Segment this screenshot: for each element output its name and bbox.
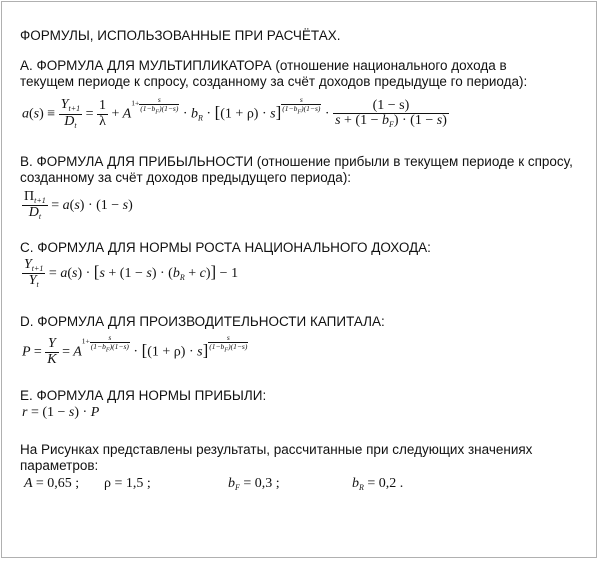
section-b-title: В. ФОРМУЛА ДЛЯ ПРИБЫЛЬНОСТИ (отношение прибыли в текущем периоде к спросу,	[20, 154, 573, 169]
formula-capital-productivity: P = $\frac{Y}{K}$ = $A^{1+}$ $\frac{s}{(1-b_F)(1-s)}$ · [(1 + ρ) · s] $\frac{s}{(1-b_F)(1-s)}$	[22, 333, 248, 367]
param-br: $b_R = 0,2$ .	[352, 476, 404, 492]
parameters-intro: На Рисунках представлены результаты, рассчитанные при следующих значениях	[20, 442, 533, 457]
section-c-title: С. ФОРМУЛА ДЛЯ НОРМЫ РОСТА НАЦИОНАЛЬНОГО ДОХОДА:	[20, 240, 431, 255]
param-bf: $b_F = 0,3$ ;	[228, 476, 280, 492]
parameters-label: параметров:	[20, 458, 99, 473]
section-e-title: Е. ФОРМУЛА ДЛЯ НОРМЫ ПРИБЫЛИ:	[20, 388, 267, 403]
formula-growth-rate: $\frac{Y_{t+1}}{Y_t}$ = $a(s) \cdot [s + (1 - s) \cdot (b_R + c)] - 1$	[24, 257, 239, 290]
param-a: A = 0,65 ;	[24, 476, 80, 491]
formula-profit-rate: r = (1 − s) · P	[22, 405, 100, 420]
page-title: ФОРМУЛЫ, ИСПОЛЬЗОВАННЫЕ ПРИ РАСЧЁТАХ.	[20, 28, 341, 43]
formula-multiplier: a(s) ≡ $\frac{Y_{t+1}}{D_t}$ = $\frac{1}{\lambda}$ + $A^{1+}$ $\frac{s}{(1-b_F)(1-s)}$ · $b_R \cdot [(1 + \rho) \cdot s]$ $\frac{s}{(1-b_F)(1-s)}$ · $\frac{(1 - s)}{s + (1 - b_F) \cdot (1 - s)}$	[22, 95, 447, 130]
param-rho: ρ = 1,5 ;	[104, 476, 151, 491]
formula-profitability: $\frac{\Pi_{t+1}}{D_t}$ = a(s) · (1 − s)	[24, 189, 133, 222]
section-a-title: А. ФОРМУЛА ДЛЯ МУЛЬТИПЛИКАТОРА (отношение национального дохода в	[20, 58, 507, 73]
section-a-subtitle: текущем периоде к спросу, созданному за счёт доходов предыдуще го периода):	[20, 74, 528, 89]
section-d-title: D. ФОРМУЛА ДЛЯ ПРОИЗВОДИТЕЛЬНОСТИ КАПИТАЛА:	[20, 314, 385, 329]
section-b-subtitle: созданному за счёт доходов предыдущего периода):	[20, 170, 352, 185]
